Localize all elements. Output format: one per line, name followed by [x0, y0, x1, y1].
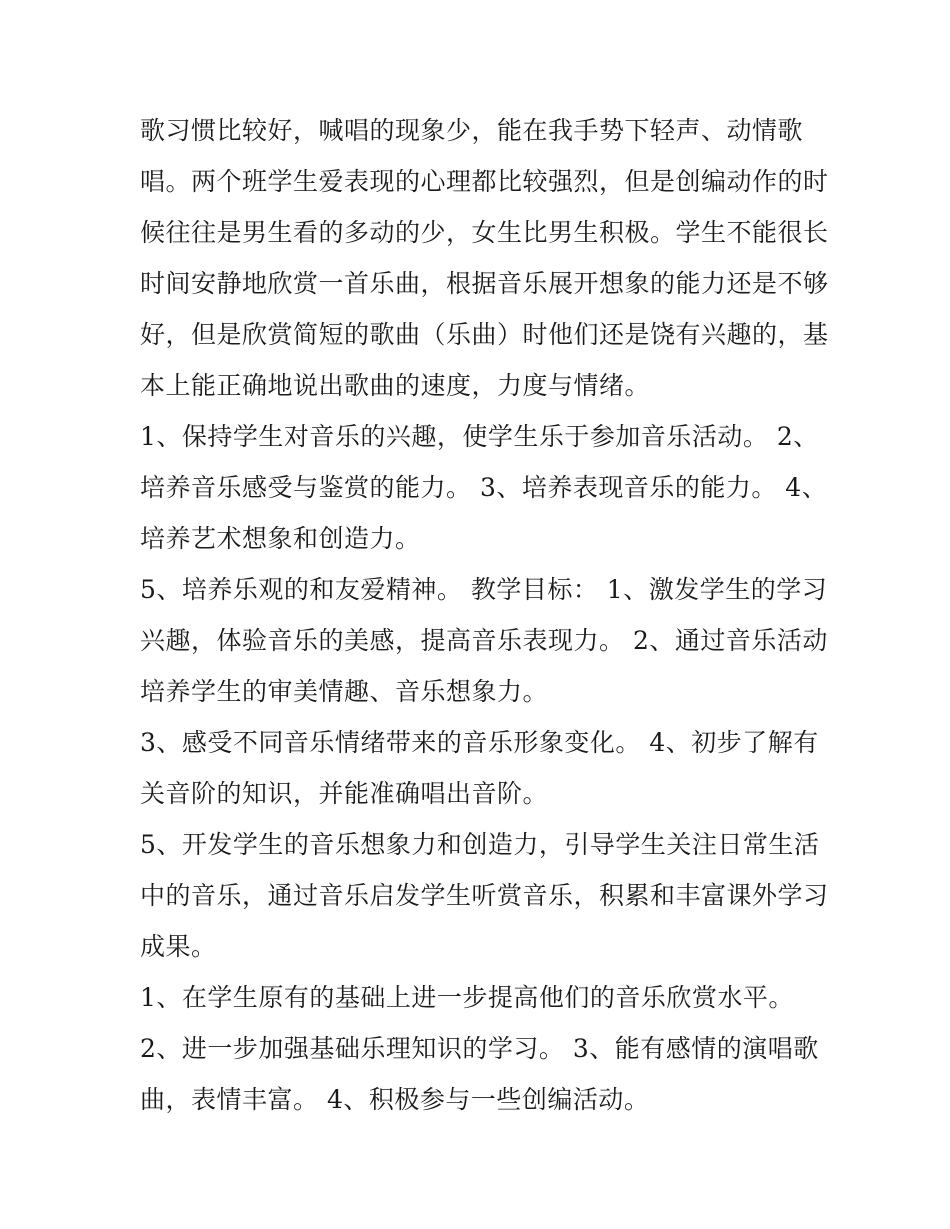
text-line: 候往往是男生看的多动的少，女生比男生积极。学生不能很长: [140, 218, 829, 247]
text-line: 1、在学生原有的基础上进一步提高他们的音乐欣赏水平。: [140, 983, 794, 1012]
text-line: 培养音乐感受与鉴赏的能力。 3、培养表现音乐的能力。 4、: [140, 473, 828, 502]
text-line: 培养学生的审美情趣、音乐想象力。: [140, 677, 549, 706]
text-line: 歌习惯比较好，喊唱的现象少，能在我手势下轻声、动情歌: [140, 116, 804, 145]
paragraph-7: [140, 1023, 830, 1125]
text-line: 时间安静地欣赏一首乐曲，根据音乐展开想象的能力还是不够: [140, 269, 829, 298]
paragraph-5: [140, 819, 830, 972]
paragraph-3: [140, 564, 830, 717]
text-line: 兴趣，体验音乐的美感，提高音乐表现力。 2、通过音乐活动: [140, 626, 828, 655]
text-line: 好，但是欣赏简短的歌曲（乐曲）时他们还是饶有兴趣的，基: [140, 320, 829, 349]
paragraph-4: [140, 717, 830, 819]
text-line: 5、开发学生的音乐想象力和创造力，引导学生关注日常生活: [140, 830, 820, 859]
text-line: 本上能正确地说出歌曲的速度，力度与情绪。: [140, 371, 651, 400]
paragraph-1: [140, 105, 830, 411]
text-line: 3、感受不同音乐情绪带来的音乐形象变化。 4、初步了解有: [140, 728, 819, 757]
paragraph-6: [140, 972, 830, 1023]
text-line: 中的音乐，通过音乐启发学生听赏音乐，积累和丰富课外学习: [140, 881, 829, 910]
text-line: 2、进一步加强基础乐理知识的学习。 3、能有感情的演唱歌: [140, 1034, 819, 1063]
text-line: 1、保持学生对音乐的兴趣，使学生乐于参加音乐活动。 2、: [140, 422, 819, 451]
text-line: 培养艺术想象和创造力。: [140, 524, 421, 553]
document-body: [140, 105, 830, 1125]
text-line: 关音阶的知识，并能准确唱出音阶。: [140, 779, 549, 808]
text-line: 曲，表情丰富。 4、积极参与一些创编活动。: [140, 1085, 650, 1114]
text-line: 成果。: [140, 932, 217, 961]
text-line: 唱。两个班学生爱表现的心理都比较强烈，但是创编动作的时: [140, 167, 829, 196]
text-line: 5、培养乐观的和友爱精神。 教学目标： 1、激发学生的学习: [140, 575, 828, 604]
paragraph-2: [140, 411, 830, 564]
